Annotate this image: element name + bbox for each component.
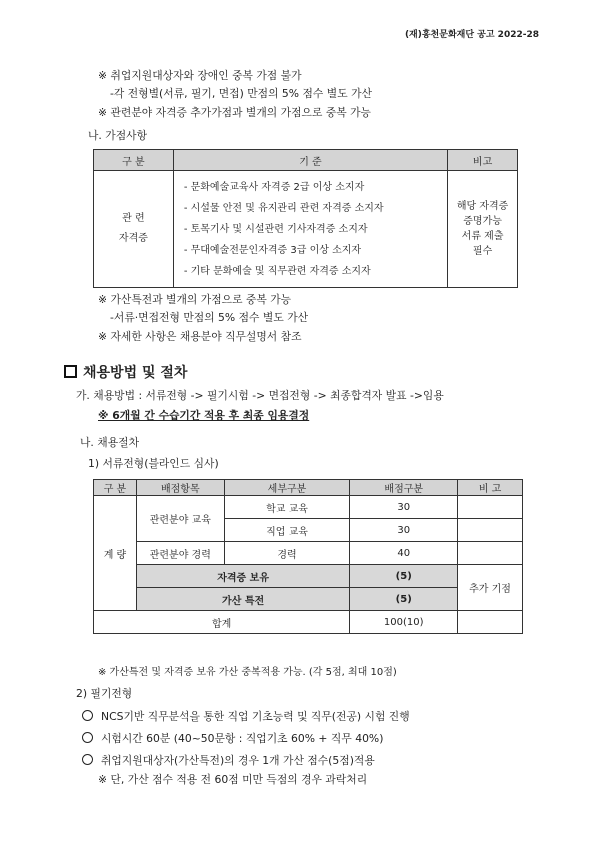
circle-bullet-icon xyxy=(82,754,93,765)
criteria-item: - 토목기사 및 시설관련 기사자격증 소지자 xyxy=(183,223,368,235)
note-line: ※ 취업지원대상자와 장애인 중복 가점 불가 xyxy=(98,69,302,82)
remark-cell xyxy=(448,171,518,288)
note-line: -각 전형별(서류, 필기, 면접) 만점의 5% 점수 별도 가산 xyxy=(110,87,372,100)
doc-screening-title: 1) 서류전형(블라인드 심사) xyxy=(88,457,219,470)
cert-cell: 자격증 보유 xyxy=(136,565,349,588)
criteria-item: - 무대예술전문인자격증 3급 이상 소지자 xyxy=(183,244,362,256)
table-header: 기 준 xyxy=(173,150,447,171)
criteria-cell xyxy=(173,171,447,288)
table-header: 배점항목 xyxy=(136,480,224,496)
section-heading-text: 채용방법 및 절차 xyxy=(83,365,188,381)
score-cell: (5) xyxy=(350,588,458,611)
remark-line: 증명가능 xyxy=(463,216,502,227)
written-item xyxy=(82,709,410,724)
score-note: ※ 가산특전 및 자격증 보유 가산 중복적용 가능. (각 5점, 최대 10점) xyxy=(98,667,397,678)
note-line: -서류·면접전형 만점의 5% 점수 별도 가산 xyxy=(110,311,309,324)
bonus-table xyxy=(93,149,518,288)
table-header: 구 분 xyxy=(94,150,174,171)
category-line: 관 련 xyxy=(122,213,145,224)
written-item xyxy=(82,731,383,746)
table-header: 세부구분 xyxy=(224,480,350,496)
sub-cell: 직업 교육 xyxy=(224,519,350,542)
note-line: ※ 자세한 사항은 채용분야 직무설명서 참조 xyxy=(98,330,302,343)
table-header: 비고 xyxy=(448,150,518,171)
score-cell: 30 xyxy=(350,519,458,542)
criteria-item: - 기타 문화예술 및 직무관련 자격증 소지자 xyxy=(183,265,371,277)
table-row xyxy=(94,496,523,519)
bonus-cell: 가산 특전 xyxy=(136,588,349,611)
note-line: ※ 관련분야 자격증 추가가점과 별개의 가점으로 중복 가능 xyxy=(98,106,371,119)
bonus-section-title: 나. 가점사항 xyxy=(88,129,148,142)
square-bullet-icon xyxy=(64,365,77,378)
written-item-text: NCS기반 직무분석을 통한 직업 기초능력 및 직무(전공) 시험 진행 xyxy=(101,710,410,723)
section-heading xyxy=(64,362,187,382)
procedure-title: 나. 채용절차 xyxy=(80,436,140,449)
remark-cell xyxy=(458,519,523,542)
total-score-cell: 100(10) xyxy=(350,611,458,634)
remark-line: 서류 제출 xyxy=(461,231,504,242)
table-row xyxy=(94,611,523,634)
score-cell: 40 xyxy=(350,542,458,565)
extra-remark-cell: 추가 기점 xyxy=(458,565,523,611)
document-reference: (재)홍천문화재단 공고 2022-28 xyxy=(404,30,539,40)
remark-cell xyxy=(458,542,523,565)
remark-cell xyxy=(458,496,523,519)
group-cell: 계 량 xyxy=(94,496,137,611)
item-cell: 관련분야 경력 xyxy=(136,542,224,565)
score-table xyxy=(93,479,523,634)
table-row xyxy=(94,565,523,588)
category-cell xyxy=(94,171,174,288)
total-cell: 합계 xyxy=(94,611,350,634)
written-item-text: 취업지원대상자(가산특전)의 경우 1개 가산 점수(5점)적용 xyxy=(101,754,375,767)
note-line: ※ 가산특전과 별개의 가점으로 중복 가능 xyxy=(98,293,292,306)
circle-bullet-icon xyxy=(82,732,93,743)
remark-line: 해당 자격증 xyxy=(456,201,509,212)
score-cell: (5) xyxy=(350,565,458,588)
written-item-text: 시험시간 60분 (40~50문항 : 직업기초 60% + 직무 40%) xyxy=(101,732,384,745)
table-header: 구 분 xyxy=(94,480,137,496)
probation-note: ※ 6개월 간 수습기간 적용 후 최종 임용결정 xyxy=(98,409,310,422)
table-row xyxy=(94,542,523,565)
method-line: 가. 채용방법 : 서류전형 -> 필기시험 -> 면접전형 -> 최종합격자 발표 ->임용 xyxy=(76,389,444,402)
written-item xyxy=(82,753,375,768)
circle-bullet-icon xyxy=(82,710,93,721)
sub-cell: 경력 xyxy=(224,542,350,565)
written-title: 2) 필기전형 xyxy=(76,687,133,700)
category-line: 자격증 xyxy=(118,233,148,244)
remark-line: 필수 xyxy=(472,246,493,257)
score-cell: 30 xyxy=(350,496,458,519)
written-note: ※ 단, 가산 점수 적용 전 60점 미만 득점의 경우 과락처리 xyxy=(98,773,368,786)
criteria-item: - 문화예술교육사 자격증 2급 이상 소지자 xyxy=(183,181,365,193)
sub-cell: 학교 교육 xyxy=(224,496,350,519)
table-header: 배점구분 xyxy=(350,480,458,496)
remark-cell xyxy=(458,611,523,634)
criteria-item: - 시설물 안전 및 유지관리 관련 자격증 소지자 xyxy=(183,202,384,214)
table-header: 비 고 xyxy=(458,480,523,496)
item-cell: 관련분야 교육 xyxy=(136,496,224,542)
